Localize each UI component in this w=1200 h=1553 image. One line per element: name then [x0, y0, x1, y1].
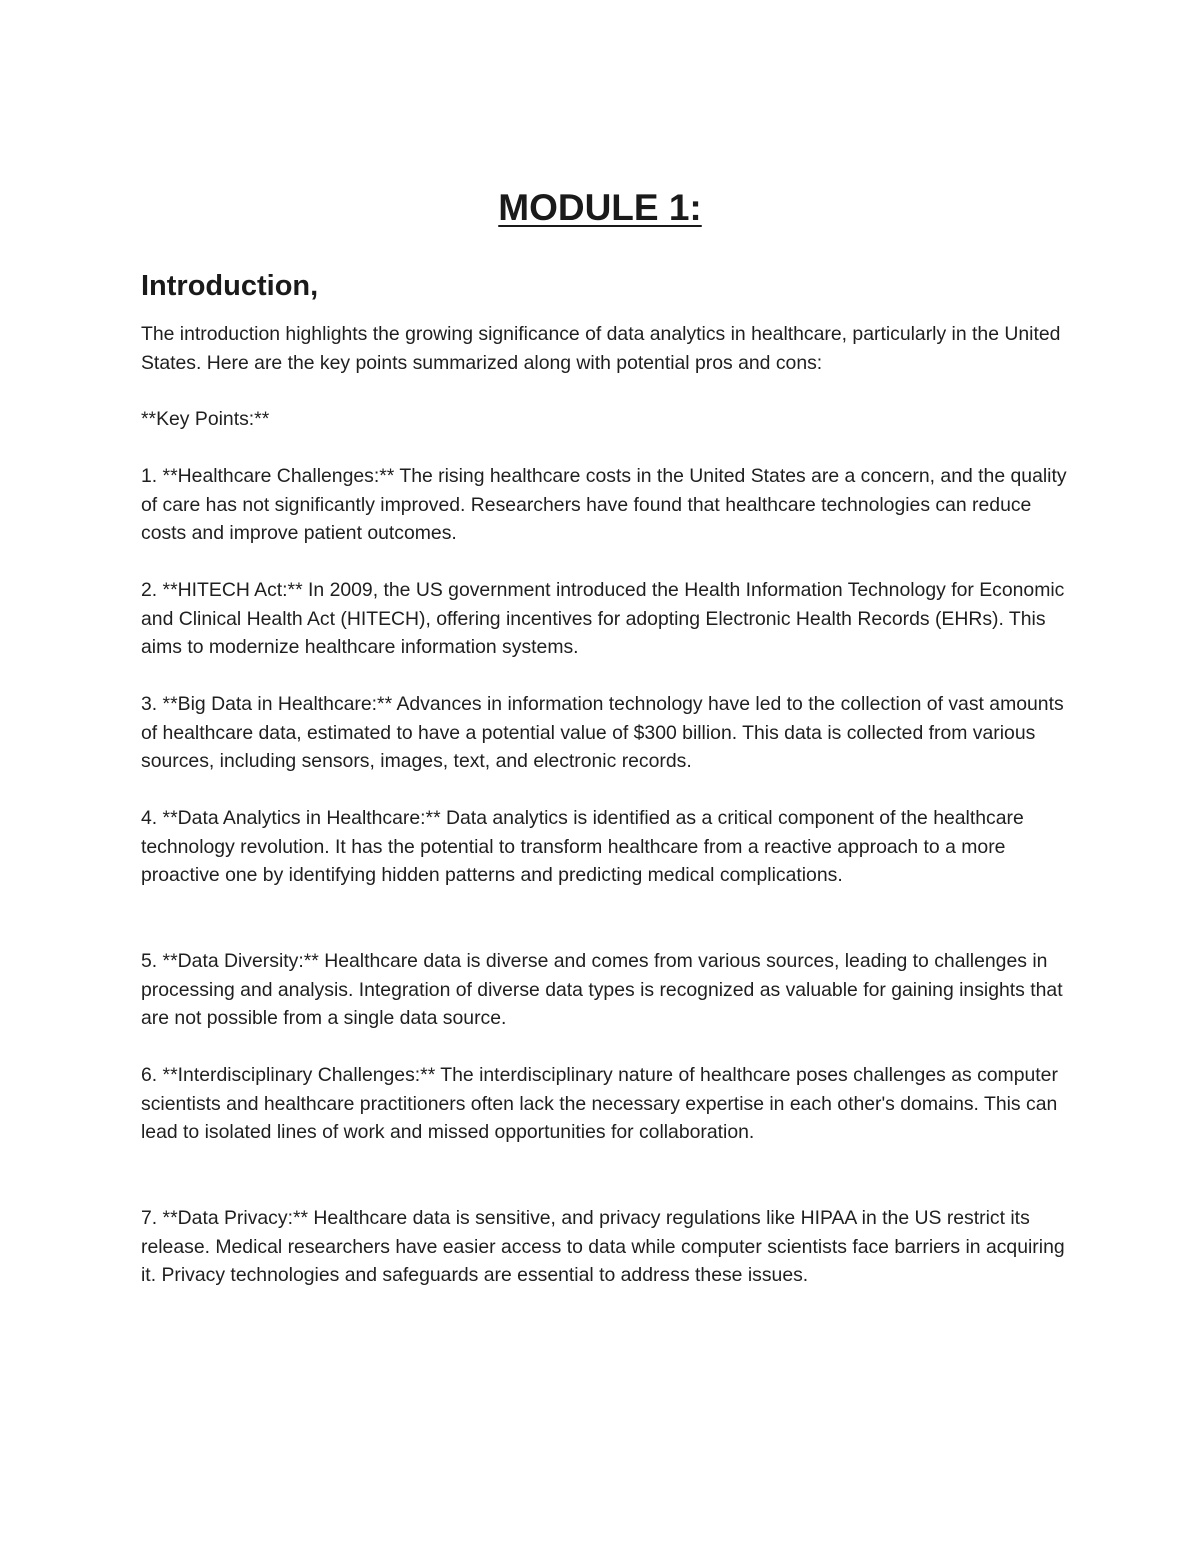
- document-title: MODULE 1:: [498, 187, 702, 228]
- key-point-data-diversity: 5. **Data Diversity:** Healthcare data is diverse and comes from various sources, leading to challenges in processing and analysis. Integration of diverse data types is recognized as valuable for gaining insights that are not possible from a single data source.: [141, 950, 1063, 1030]
- key-points-label: **Key Points:**: [141, 408, 270, 430]
- key-point-interdisciplinary: 6. **Interdisciplinary Challenges:** The interdisciplinary nature of healthcare poses challenges as computer scientists and healthcare practitioners often lack the necessary expertise in each other's domains. This can lead to isolated lines of work and missed opportunities for collaboration.: [141, 1064, 1058, 1144]
- key-point-data-analytics: 4. **Data Analytics in Healthcare:** Data analytics is identified as a critical component of the healthcare technology revolution. It has the potential to transform healthcare from a reactive approach to a more proactive one by identifying hidden patterns and predicting medical complications.: [141, 807, 1024, 887]
- key-point-big-data: 3. **Big Data in Healthcare:** Advances in information technology have led to the collection of vast amounts of healthcare data, estimated to have a potential value of $300 billion. This data is collected from various sources, including sensors, images, text, and electronic records.: [141, 693, 1064, 773]
- key-point-hitech-act: 2. **HITECH Act:** In 2009, the US government introduced the Health Information Technology for Economic and Clinical Health Act (HITECH), offering incentives for adopting Electronic Health Records (EHRs). This aims to modernize healthcare information systems.: [141, 579, 1065, 659]
- section-heading: Introduction,: [141, 270, 319, 302]
- key-point-data-privacy: 7. **Data Privacy:** Healthcare data is sensitive, and privacy regulations like HIPAA in the US restrict its release. Medical researchers have easier access to data while computer scientists face barriers in acquiring it. Privacy technologies and safeguards are essential to address these issues.: [141, 1207, 1065, 1287]
- intro-paragraph: The introduction highlights the growing significance of data analytics in healthcare, particularly in the United States. Here are the key points summarized along with potential pros and cons:: [141, 323, 1061, 374]
- key-point-healthcare-challenges: 1. **Healthcare Challenges:** The rising healthcare costs in the United States are a concern, and the quality of care has not significantly improved. Researchers have found that healthcare technologies can reduce costs and improve patient outcomes.: [141, 465, 1067, 545]
